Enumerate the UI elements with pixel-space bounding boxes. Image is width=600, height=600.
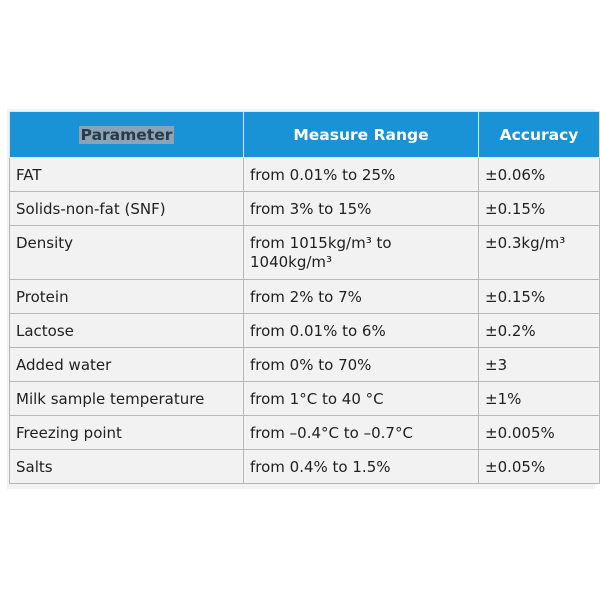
cell-range: from 2% to 7% bbox=[244, 280, 479, 314]
cell-parameter: Salts bbox=[10, 450, 244, 484]
cell-range: from 3% to 15% bbox=[244, 192, 479, 226]
header-accuracy: Accuracy bbox=[479, 112, 600, 158]
cell-accuracy: ±0.3kg/m³ bbox=[479, 226, 600, 280]
cell-range: from 1015kg/m³ to 1040kg/m³ bbox=[244, 226, 479, 280]
table-row bbox=[10, 226, 600, 280]
cell-accuracy: ±0.05% bbox=[479, 450, 600, 484]
cell-parameter: Milk sample temperature bbox=[10, 382, 244, 416]
table-row bbox=[10, 158, 600, 192]
cell-accuracy: ±3 bbox=[479, 348, 600, 382]
table-row bbox=[10, 192, 600, 226]
cell-accuracy: ±0.005% bbox=[479, 416, 600, 450]
table-row bbox=[10, 348, 600, 382]
header-parameter bbox=[10, 112, 244, 158]
cell-range: from 0% to 70% bbox=[244, 348, 479, 382]
table-row bbox=[10, 416, 600, 450]
table-body bbox=[10, 158, 600, 484]
table-row bbox=[10, 382, 600, 416]
cell-parameter: Density bbox=[10, 226, 244, 280]
cell-parameter: FAT bbox=[10, 158, 244, 192]
cell-parameter: Freezing point bbox=[10, 416, 244, 450]
table-row bbox=[10, 450, 600, 484]
spec-table-frame bbox=[7, 109, 595, 489]
table-row bbox=[10, 314, 600, 348]
table-header bbox=[10, 112, 600, 158]
cell-range: from 1°C to 40 °C bbox=[244, 382, 479, 416]
header-measure-range: Measure Range bbox=[244, 112, 479, 158]
table-row bbox=[10, 280, 600, 314]
cell-parameter: Solids-non-fat (SNF) bbox=[10, 192, 244, 226]
cell-accuracy: ±0.15% bbox=[479, 192, 600, 226]
cell-parameter: Protein bbox=[10, 280, 244, 314]
cell-parameter: Lactose bbox=[10, 314, 244, 348]
cell-range: from 0.4% to 1.5% bbox=[244, 450, 479, 484]
cell-parameter: Added water bbox=[10, 348, 244, 382]
cell-range: from 0.01% to 25% bbox=[244, 158, 479, 192]
cell-accuracy: ±0.06% bbox=[479, 158, 600, 192]
cell-range: from –0.4°C to –0.7°C bbox=[244, 416, 479, 450]
cell-accuracy: ±0.2% bbox=[479, 314, 600, 348]
cell-range: from 0.01% to 6% bbox=[244, 314, 479, 348]
header-row bbox=[10, 112, 600, 158]
header-parameter-label: Parameter bbox=[80, 125, 173, 144]
cell-accuracy: ±0.15% bbox=[479, 280, 600, 314]
cell-accuracy: ±1% bbox=[479, 382, 600, 416]
milk-analyzer-spec-table bbox=[9, 111, 600, 484]
